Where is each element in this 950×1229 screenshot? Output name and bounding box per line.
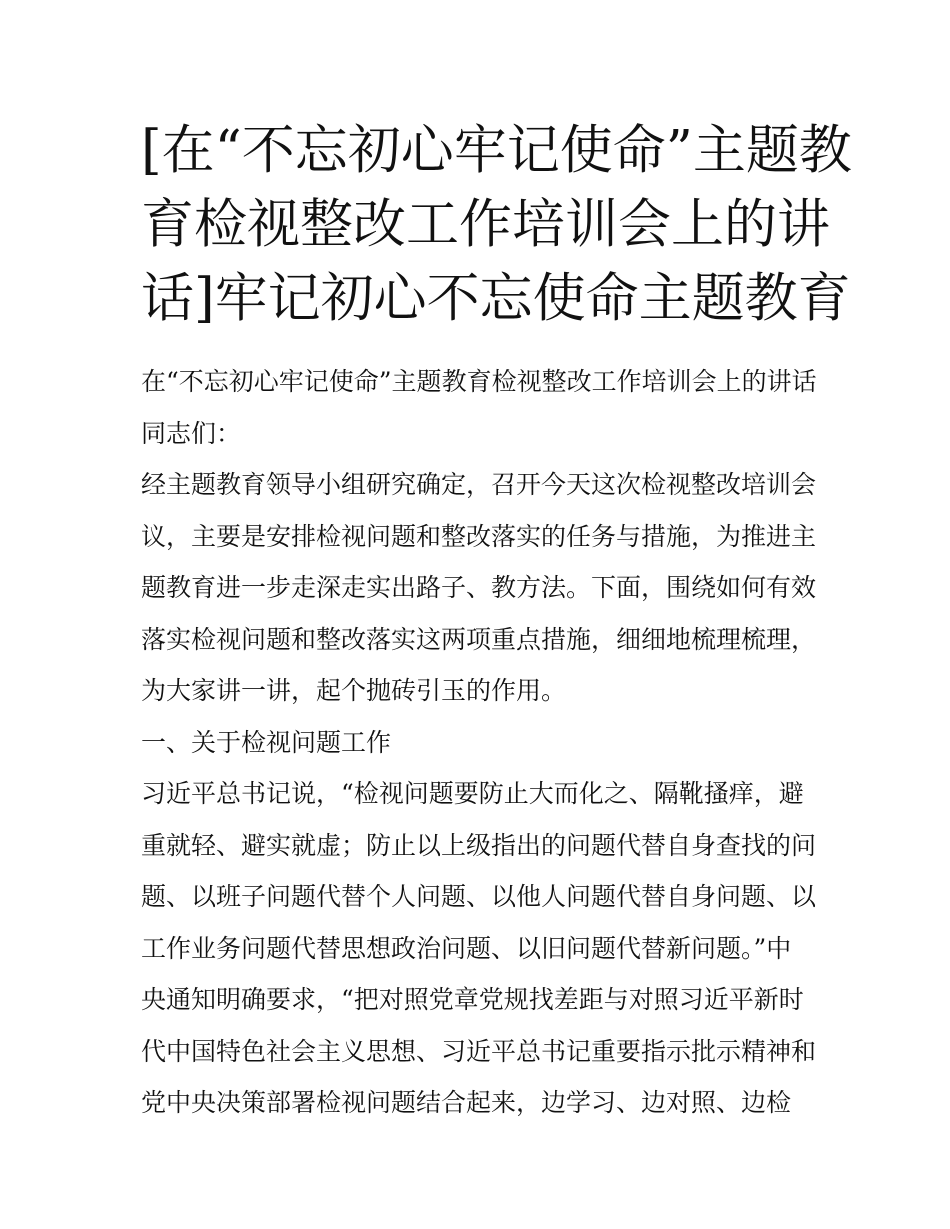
text-line: 题、以班子问题代替个人问题、以他人问题代替自身问题、以: [141, 882, 817, 911]
text-line: 经主题教育领导小组研究确定，召开今天这次检视整改培训会: [141, 470, 817, 499]
salutation: [141, 408, 811, 460]
text-line: 议，主要是安排检视问题和整改落实的任务与措施，为推进主: [141, 521, 817, 551]
text-line: 代中国特色社会主义思想、习近平总书记重要指示批示精神和: [141, 1036, 817, 1066]
text-line: 在“不忘初心牢记使命”主题教育检视整改工作培训会上的讲话: [141, 367, 817, 396]
section-heading: [141, 717, 811, 769]
speech-heading: [141, 356, 817, 408]
text-line: 重就轻、避实就虚；防止以上级指出的问题代替自身查找的问: [141, 830, 817, 860]
text-line: 习近平总书记说，“检视问题要防止大而化之、隔靴搔痒，避: [141, 779, 804, 808]
text-line: 央通知明确要求，“把对照党章党规找差距与对照习近平新时: [141, 985, 804, 1014]
intro-paragraph: [141, 459, 817, 717]
title-line: 育检视整改工作培训会上的讲: [141, 194, 830, 255]
text-line: 题教育进一步走深走实出路子、教方法。下面，围绕如何有效: [141, 573, 817, 602]
text-line: 为大家讲一讲，起个抛砖引玉的作用。: [141, 676, 567, 705]
document-body: [141, 356, 817, 1129]
title-line: [在“不忘初心牢记使命”主题教: [141, 120, 852, 181]
text-line: 一、关于检视问题工作: [141, 727, 392, 757]
text-line: 工作业务问题代替思想政治问题、以旧问题代替新问题。”中: [141, 933, 792, 963]
text-line: 党中央决策部署检视问题结合起来，边学习、边对照、边检: [141, 1088, 792, 1117]
body-paragraph: [141, 768, 817, 1129]
title-line: 话]牢记初心不忘使命主题教育: [141, 268, 851, 329]
text-line: 落实检视问题和整改落实这两项重点措施，细细地梳理梳理，: [141, 624, 817, 654]
document-title: [141, 114, 852, 336]
text-line: 同志们：: [141, 418, 242, 448]
